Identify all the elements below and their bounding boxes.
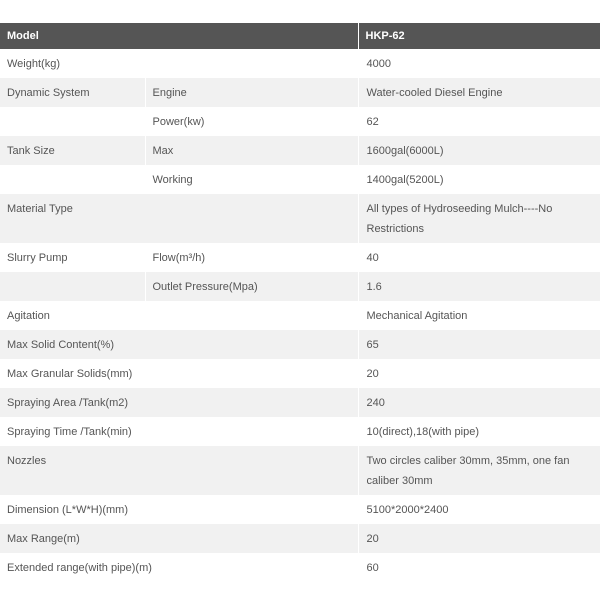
row-value: 240 bbox=[358, 388, 600, 417]
row-label: Spraying Area /Tank(m2) bbox=[0, 388, 358, 417]
table-row bbox=[0, 388, 600, 417]
row-label: Dynamic System bbox=[0, 78, 145, 107]
table-row bbox=[0, 136, 600, 165]
row-value: 1.6 bbox=[358, 272, 600, 301]
table-row bbox=[0, 107, 600, 136]
row-value: 5100*2000*2400 bbox=[358, 495, 600, 524]
row-label: Extended range(with pipe)(m) bbox=[0, 553, 358, 582]
row-label: Weight(kg) bbox=[0, 49, 358, 78]
row-label: Agitation bbox=[0, 301, 358, 330]
table-row bbox=[0, 553, 600, 582]
row-value: 60 bbox=[358, 553, 600, 582]
table-row bbox=[0, 243, 600, 272]
table-row bbox=[0, 78, 600, 107]
spec-table bbox=[0, 23, 600, 582]
row-label: Material Type bbox=[0, 194, 358, 243]
row-sublabel: Flow(m³/h) bbox=[145, 243, 358, 272]
table-row bbox=[0, 417, 600, 446]
header-model-label: Model bbox=[0, 23, 358, 49]
table-row bbox=[0, 301, 600, 330]
row-value: 1600gal(6000L) bbox=[358, 136, 600, 165]
row-sublabel: Working bbox=[145, 165, 358, 194]
table-row bbox=[0, 330, 600, 359]
row-label bbox=[0, 165, 145, 194]
row-value: Water-cooled Diesel Engine bbox=[358, 78, 600, 107]
table-row bbox=[0, 359, 600, 388]
row-label: Max Granular Solids(mm) bbox=[0, 359, 358, 388]
row-label bbox=[0, 107, 145, 136]
table-header-row bbox=[0, 23, 600, 49]
row-label: Max Solid Content(%) bbox=[0, 330, 358, 359]
row-value: 20 bbox=[358, 359, 600, 388]
row-value: Mechanical Agitation bbox=[358, 301, 600, 330]
row-value: 62 bbox=[358, 107, 600, 136]
header-model-value: HKP-62 bbox=[358, 23, 600, 49]
row-value: 20 bbox=[358, 524, 600, 553]
table-row bbox=[0, 524, 600, 553]
table-row bbox=[0, 194, 600, 243]
row-value: 65 bbox=[358, 330, 600, 359]
row-label: Nozzles bbox=[0, 446, 358, 495]
row-label bbox=[0, 272, 145, 301]
table-row bbox=[0, 49, 600, 78]
row-sublabel: Max bbox=[145, 136, 358, 165]
row-value: All types of Hydroseeding Mulch----No Restrictions bbox=[358, 194, 600, 243]
row-label: Dimension (L*W*H)(mm) bbox=[0, 495, 358, 524]
row-sublabel: Engine bbox=[145, 78, 358, 107]
table-row bbox=[0, 272, 600, 301]
row-sublabel: Outlet Pressure(Mpa) bbox=[145, 272, 358, 301]
row-label: Max Range(m) bbox=[0, 524, 358, 553]
table-row bbox=[0, 446, 600, 495]
row-value: 40 bbox=[358, 243, 600, 272]
row-label: Tank Size bbox=[0, 136, 145, 165]
table-row bbox=[0, 165, 600, 194]
row-sublabel: Power(kw) bbox=[145, 107, 358, 136]
row-value: 1400gal(5200L) bbox=[358, 165, 600, 194]
row-value: 10(direct),18(with pipe) bbox=[358, 417, 600, 446]
row-label: Spraying Time /Tank(min) bbox=[0, 417, 358, 446]
table-row bbox=[0, 495, 600, 524]
row-value: 4000 bbox=[358, 49, 600, 78]
row-label: Slurry Pump bbox=[0, 243, 145, 272]
row-value: Two circles caliber 30mm, 35mm, one fan caliber 30mm bbox=[358, 446, 600, 495]
spec-table-container bbox=[0, 23, 600, 582]
